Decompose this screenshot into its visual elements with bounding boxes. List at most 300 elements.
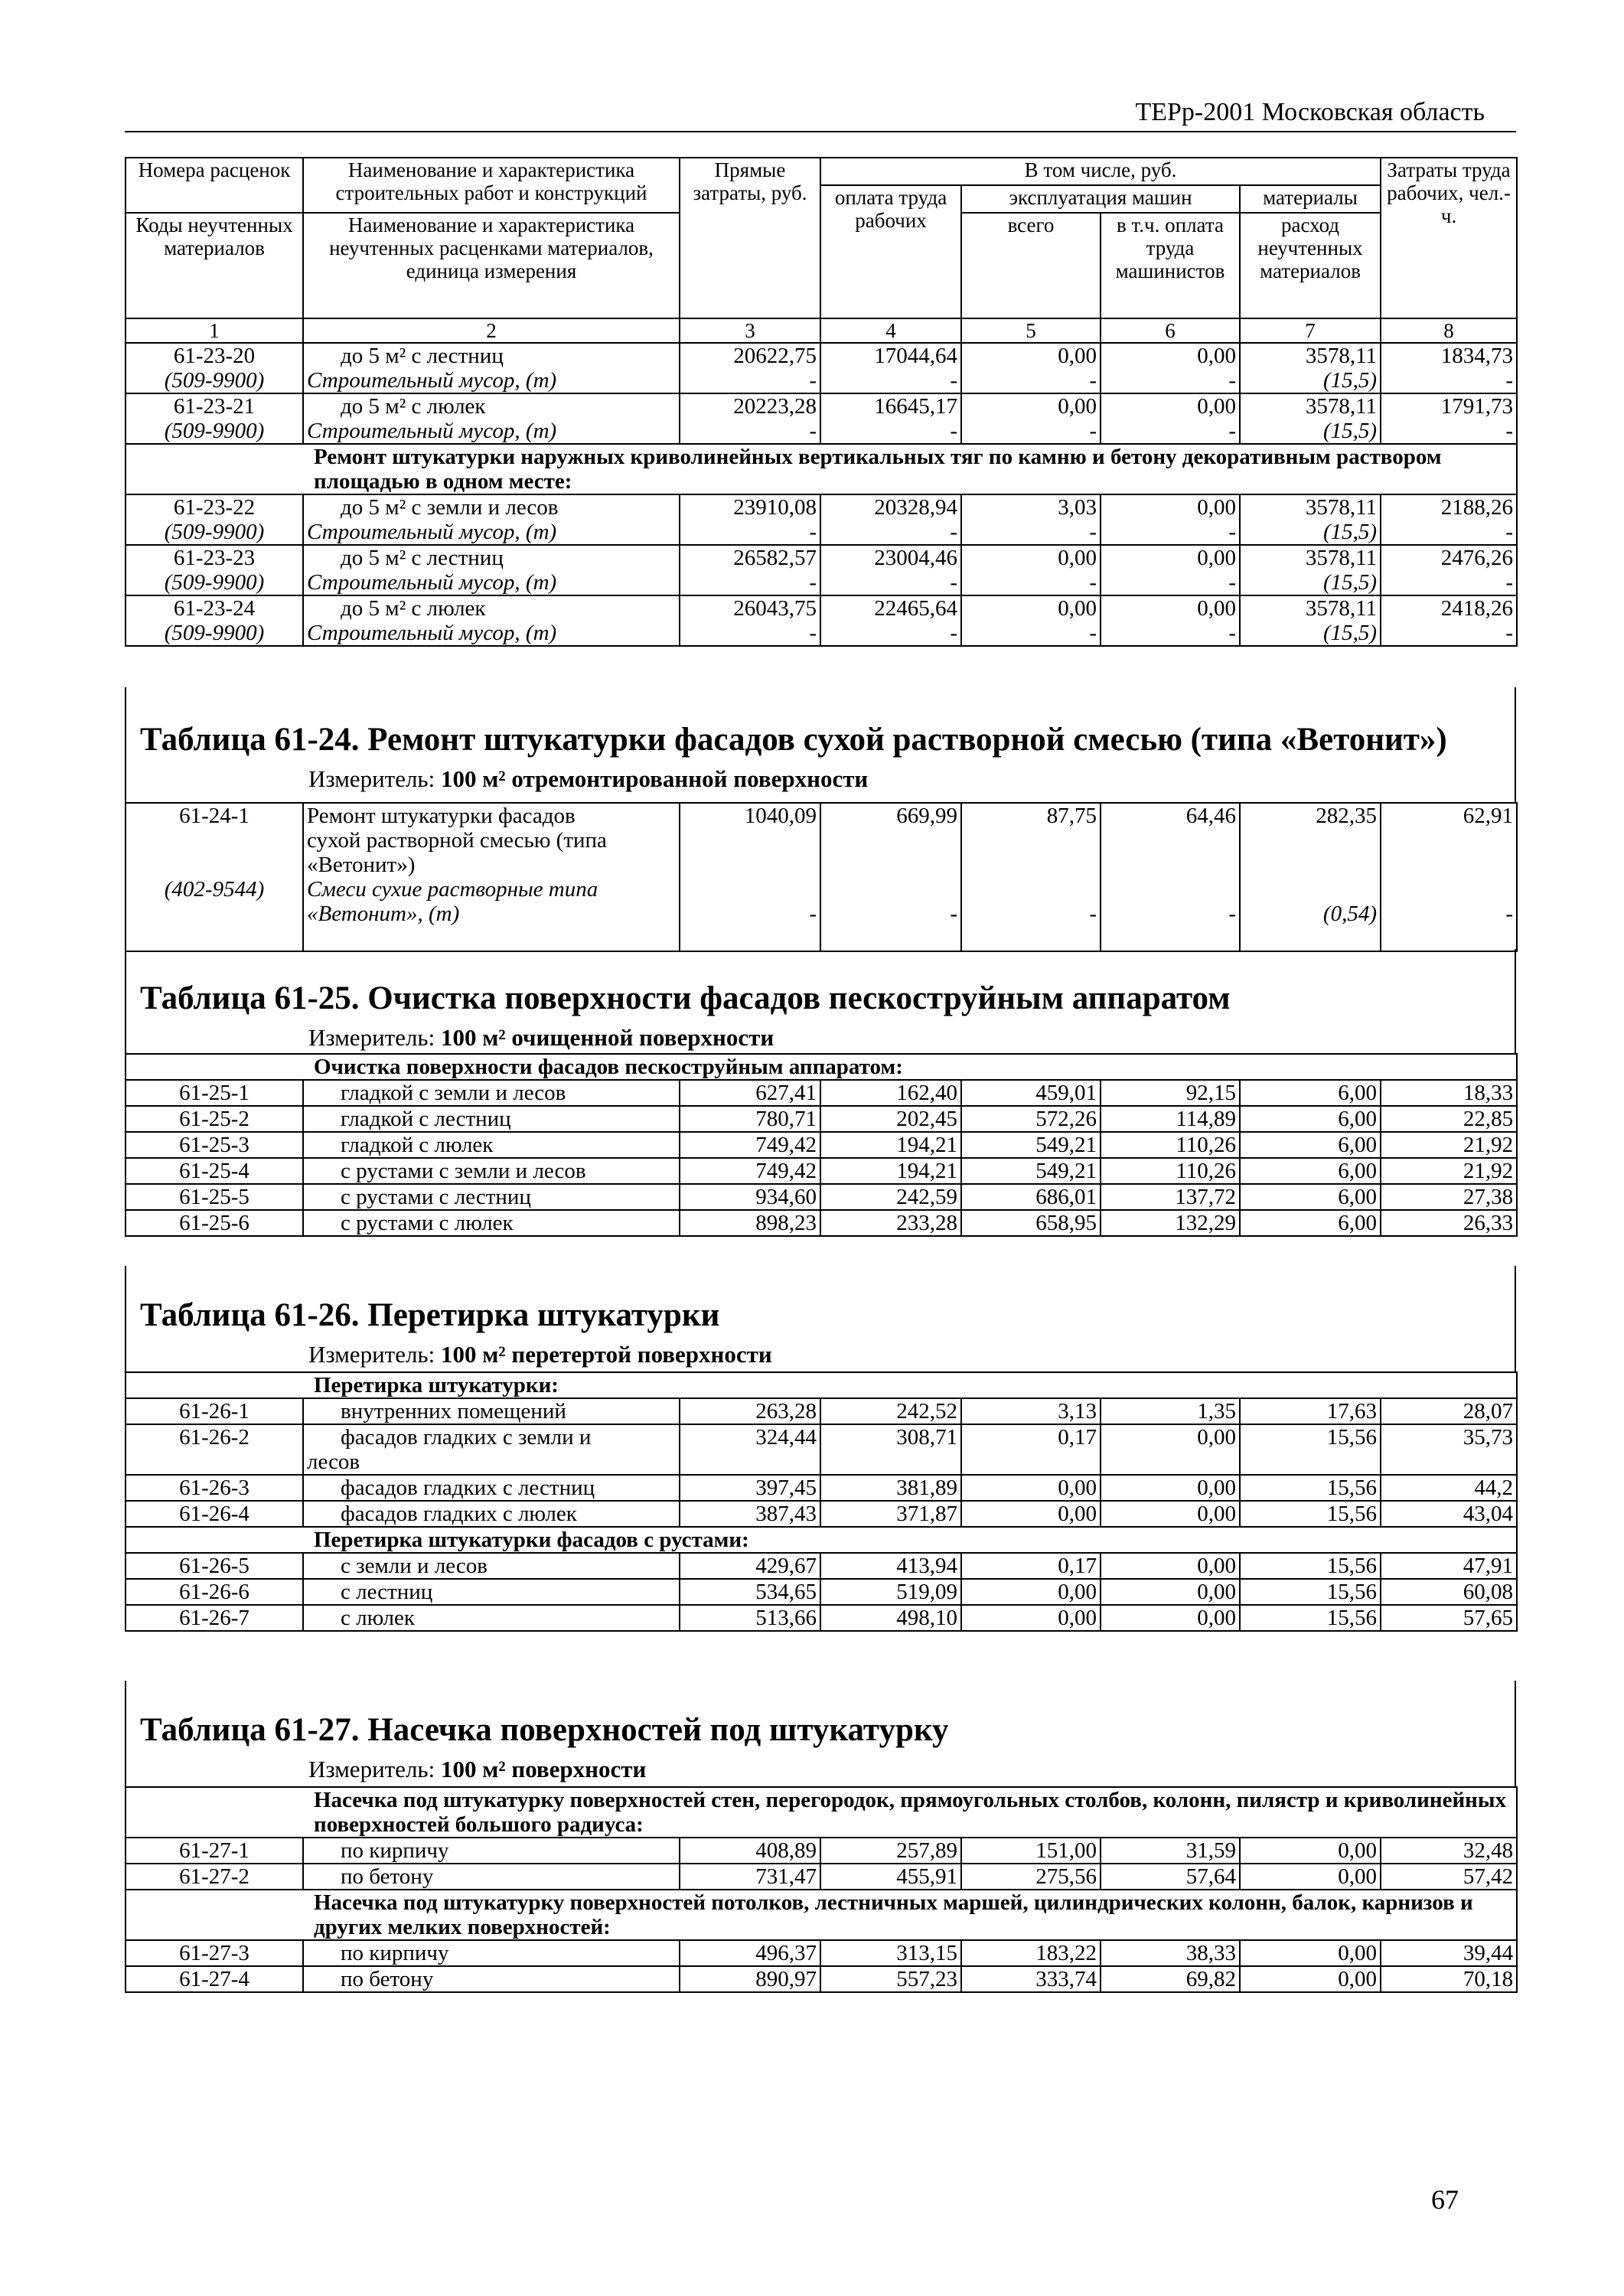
table-row	[126, 1132, 1517, 1158]
rate-name: гладкой с люлек	[341, 1133, 494, 1157]
value: 15,56	[1240, 1501, 1381, 1527]
col-header-materials-unaccounted: расход неучтенных материалов	[1240, 213, 1381, 318]
value: 3578,11	[1305, 344, 1378, 368]
t24-measure-value: 100 м² отремонтированной поверхности	[440, 765, 869, 792]
value: 0,17	[961, 1553, 1101, 1579]
rate-name: с рустами с люлек	[341, 1211, 514, 1235]
rate-code: 61-23-20	[173, 344, 256, 368]
table-row	[126, 1605, 1517, 1631]
value-cell	[1101, 343, 1240, 393]
value: 23910,08	[733, 495, 817, 520]
running-header: ТЕРр-2001 Московская область	[1135, 98, 1485, 126]
material-name: Строительный мусор, (т)	[307, 520, 557, 544]
value: 0,00	[1197, 546, 1236, 570]
value: 20328,94	[874, 495, 957, 520]
material-code: (509-9900)	[164, 621, 265, 645]
name-cell	[303, 1398, 680, 1424]
value: 534,65	[680, 1579, 820, 1605]
t25-measure-value: 100 м² очищенной поверхности	[440, 1024, 774, 1051]
value: 0,00	[1197, 394, 1236, 419]
value: 2476,26	[1440, 546, 1514, 570]
name-cell	[303, 1864, 680, 1890]
table-row	[126, 1553, 1517, 1579]
value: 202,45	[820, 1106, 961, 1132]
rate-name: с люлек	[341, 1606, 415, 1630]
code-cell	[126, 494, 303, 545]
value: 69,82	[1101, 1966, 1240, 1992]
material-value: -	[1228, 621, 1236, 645]
table-row	[126, 1864, 1517, 1890]
value: 1791,73	[1440, 394, 1514, 419]
t24-mat-value: -	[1228, 902, 1236, 926]
col-header-labor-hours: Затраты труда рабочих, чел.-ч.	[1381, 158, 1517, 318]
value-cell	[1381, 545, 1517, 595]
t26-measure-label: Измеритель:	[308, 1341, 441, 1368]
t26-table	[125, 1371, 1518, 1632]
value-cell	[961, 595, 1101, 646]
material-value: -	[809, 621, 817, 645]
name-cell	[303, 545, 680, 595]
value: 333,74	[961, 1966, 1101, 1992]
material-value: -	[1089, 419, 1097, 443]
t27-title: Таблица 61-27. Насечка поверхностей под штукатурку	[140, 1712, 949, 1748]
rate-code: 61-26-2	[126, 1424, 303, 1475]
material-value: -	[1505, 520, 1514, 544]
value: 513,66	[680, 1605, 820, 1631]
code-cell	[126, 343, 303, 393]
col-number: 5	[961, 318, 1101, 343]
col-header-name-top: Наименование и характеристика строительных работ и конструкций	[303, 158, 680, 213]
value: 47,91	[1381, 1553, 1517, 1579]
rate-code: 61-26-1	[126, 1398, 303, 1424]
material-value: -	[1505, 621, 1514, 645]
t24-name-cell	[303, 803, 680, 951]
rate-code: 61-25-6	[126, 1210, 303, 1236]
col-header-name-bottom: Наименование и характеристика неучтенных расценками материалов, единица измерения	[303, 213, 680, 318]
value: 397,45	[680, 1475, 820, 1501]
value: 498,10	[820, 1605, 961, 1631]
name-cell	[303, 1940, 680, 1966]
value: 31,59	[1101, 1838, 1240, 1864]
value: 0,00	[961, 1605, 1101, 1631]
col-number: 6	[1101, 318, 1240, 343]
value: 15,56	[1240, 1475, 1381, 1501]
table-row	[126, 1940, 1517, 1966]
rate-code: 61-26-5	[126, 1553, 303, 1579]
value: 686,01	[961, 1184, 1101, 1210]
rate-code: 61-23-23	[173, 546, 256, 570]
t26-measure-value: 100 м² перетертой поверхности	[440, 1341, 772, 1368]
rate-name: до 5 м² с люлек	[341, 394, 486, 419]
value: 21,92	[1381, 1158, 1517, 1184]
value: 233,28	[820, 1210, 961, 1236]
col-number: 4	[820, 318, 961, 343]
value: 0,00	[1240, 1838, 1381, 1864]
material-value: -	[809, 570, 817, 595]
section-curvilinear: Ремонт штукатурки наружных криволинейных вертикальных тяг по камню и бетону декоративным раствором площадью в одном месте:	[303, 444, 1517, 494]
t26-title: Таблица 61-26. Перетирка штукатурки	[140, 1297, 720, 1333]
value: 455,91	[820, 1864, 961, 1890]
value: 0,00	[1058, 394, 1097, 419]
rate-name-cont: лесов	[307, 1450, 360, 1474]
value: 183,22	[961, 1940, 1101, 1966]
t24-value: 669,99	[896, 804, 957, 828]
table-row	[126, 1158, 1517, 1184]
rate-name: с лестниц	[341, 1580, 433, 1604]
material-value: -	[809, 520, 817, 544]
table-row	[126, 393, 1517, 444]
value-cell	[1381, 393, 1517, 444]
value: 3,03	[1058, 495, 1097, 520]
col-number: 8	[1381, 318, 1517, 343]
material-code: (509-9900)	[164, 419, 265, 443]
t24-mat-value: (0,54)	[1322, 902, 1377, 926]
value: 658,95	[961, 1210, 1101, 1236]
value: 57,65	[1381, 1605, 1517, 1631]
material-value: -	[1089, 368, 1097, 393]
header-rule	[125, 131, 1516, 132]
value-cell	[1240, 545, 1381, 595]
value: 2418,26	[1440, 596, 1514, 621]
material-value: -	[950, 419, 957, 443]
col-number: 1	[126, 318, 303, 343]
name-cell	[303, 1184, 680, 1210]
col-header-including: В том числе, руб.	[820, 158, 1381, 185]
material-value: -	[1089, 520, 1097, 544]
value-cell	[1381, 494, 1517, 545]
value: 0,00	[1101, 1605, 1240, 1631]
continued-rows	[126, 343, 1517, 444]
value: 26043,75	[733, 596, 817, 621]
t24-v-cell	[820, 803, 961, 951]
col-header-code-top: Номера расценок	[126, 158, 303, 213]
rate-name: с рустами с лестниц	[341, 1185, 531, 1209]
material-code: (509-9900)	[164, 570, 265, 595]
t27-measure-value: 100 м² поверхности	[440, 1756, 647, 1782]
value: 496,37	[680, 1940, 820, 1966]
value: 17044,64	[874, 344, 957, 368]
value: 934,60	[680, 1184, 820, 1210]
t24-value: 1040,09	[744, 804, 817, 828]
value: 44,2	[1381, 1475, 1517, 1501]
table-row	[126, 595, 1517, 646]
value: 1834,73	[1440, 344, 1514, 368]
t25-title: Таблица 61-25. Очистка поверхности фасадов пескоструйным аппаратом	[140, 980, 1231, 1016]
value: 194,21	[820, 1132, 961, 1158]
value: 549,21	[961, 1158, 1101, 1184]
rate-name: с земли и лесов	[341, 1554, 488, 1578]
name-cell	[303, 343, 680, 393]
value: 3578,11	[1305, 495, 1378, 520]
name-cell	[303, 1501, 680, 1527]
material-value: -	[809, 419, 817, 443]
value: 572,26	[961, 1106, 1101, 1132]
value: 35,73	[1381, 1424, 1517, 1475]
value: 3,13	[961, 1398, 1101, 1424]
value: 6,00	[1240, 1184, 1381, 1210]
value: 6,00	[1240, 1106, 1381, 1132]
value: 162,40	[820, 1080, 961, 1106]
value: 3578,11	[1305, 546, 1378, 570]
value: 0,00	[1101, 1553, 1240, 1579]
value: 110,26	[1101, 1158, 1240, 1184]
material-value: -	[1089, 621, 1097, 645]
value: 70,18	[1381, 1966, 1517, 1992]
t24-value: 282,35	[1316, 804, 1377, 828]
value: 387,43	[680, 1501, 820, 1527]
rate-code: 61-27-1	[126, 1838, 303, 1864]
t24-code: 61-24-1	[179, 804, 249, 828]
name-cell	[303, 1210, 680, 1236]
value: 780,71	[680, 1106, 820, 1132]
rate-code: 61-25-4	[126, 1158, 303, 1184]
value: 2188,26	[1440, 495, 1514, 520]
value: 1,35	[1101, 1398, 1240, 1424]
value: 6,00	[1240, 1158, 1381, 1184]
material-value: -	[1089, 570, 1097, 595]
value: 324,44	[680, 1424, 820, 1475]
t27-measure-label: Измеритель:	[308, 1756, 441, 1782]
code-cell	[126, 545, 303, 595]
col-header-labor-pay: оплата труда рабочих	[820, 185, 961, 318]
material-value: (15,5)	[1322, 570, 1378, 595]
value: 38,33	[1101, 1940, 1240, 1966]
value-cell	[820, 343, 961, 393]
value: 257,89	[820, 1838, 961, 1864]
table-row	[126, 343, 1517, 393]
name-cell	[303, 1158, 680, 1184]
name-cell	[303, 1579, 680, 1605]
table-row	[126, 1398, 1517, 1424]
table-row	[126, 1080, 1517, 1106]
value: 17,63	[1240, 1398, 1381, 1424]
t25-measure-label: Измеритель:	[308, 1024, 441, 1051]
page-number: 67	[1431, 2184, 1459, 2215]
table-row	[126, 1210, 1517, 1236]
value: 749,42	[680, 1158, 820, 1184]
t27-rows-2	[126, 1940, 1517, 1992]
value: 557,23	[820, 1966, 961, 1992]
value: 381,89	[820, 1475, 961, 1501]
rate-code: 61-23-22	[173, 495, 256, 520]
value-cell	[680, 343, 820, 393]
col-number: 2	[303, 318, 680, 343]
value: 549,21	[961, 1132, 1101, 1158]
material-value: -	[1228, 368, 1236, 393]
t24-name-line: «Ветонит»)	[307, 853, 416, 877]
t24-title: Таблица 61-24. Ремонт штукатурки фасадов сухой растворной смесью (типа «Ветонит»)	[140, 722, 1447, 758]
value-cell	[820, 393, 961, 444]
value: 413,94	[820, 1553, 961, 1579]
table-row	[126, 1424, 1517, 1475]
t24-table	[125, 802, 1518, 952]
value: 242,52	[820, 1398, 961, 1424]
t24-value: 87,75	[1046, 804, 1097, 828]
material-value: -	[1505, 570, 1514, 595]
rate-code: 61-26-6	[126, 1579, 303, 1605]
col-number: 3	[680, 318, 820, 343]
t24-mat-code: (402-9544)	[164, 877, 265, 902]
t24-name-line: сухой растворной смесью (типа	[307, 828, 607, 853]
value: 6,00	[1240, 1210, 1381, 1236]
value: 275,56	[961, 1864, 1101, 1890]
value: 371,87	[820, 1501, 961, 1527]
col-header-machines-labor: в т.ч. оплата труда машинистов	[1101, 213, 1240, 318]
value: 0,00	[961, 1501, 1101, 1527]
t26-rows-1	[126, 1398, 1517, 1527]
value: 0,00	[961, 1579, 1101, 1605]
rate-name: по кирпичу	[341, 1941, 449, 1965]
value: 898,23	[680, 1210, 820, 1236]
table-row	[126, 1184, 1517, 1210]
rate-name: по бетону	[341, 1864, 434, 1889]
material-value: -	[950, 368, 957, 393]
value: 26,33	[1381, 1210, 1517, 1236]
material-value: -	[950, 621, 957, 645]
value: 0,00	[1240, 1966, 1381, 1992]
value-cell	[1381, 595, 1517, 646]
material-value: -	[1505, 419, 1514, 443]
rate-name: фасадов гладких с лестниц	[341, 1476, 595, 1500]
material-code: (509-9900)	[164, 368, 265, 393]
col-header-code-bottom: Коды неучтенных материалов	[126, 213, 303, 318]
rate-code: 61-27-3	[126, 1940, 303, 1966]
material-value: -	[950, 570, 957, 595]
t27-measure	[308, 1756, 646, 1783]
value: 0,00	[1197, 495, 1236, 520]
t27-section-2: Насечка под штукатурку поверхностей потолков, лестничных маршей, цилиндрических колонн, балок, карнизов и других мелких поверхностей:	[303, 1890, 1517, 1940]
t26-rows-2	[126, 1553, 1517, 1631]
rate-name: гладкой с земли и лесов	[341, 1081, 566, 1105]
rate-code: 61-25-1	[126, 1080, 303, 1106]
value-cell	[820, 595, 961, 646]
value: 22,85	[1381, 1106, 1517, 1132]
col-header-machines: эксплуатация машин	[961, 185, 1240, 213]
value-cell	[961, 393, 1101, 444]
material-code: (509-9900)	[164, 520, 265, 544]
t24-mat-line: «Ветонит», (т)	[307, 902, 460, 926]
rate-code: 61-26-3	[126, 1475, 303, 1501]
value: 15,56	[1240, 1553, 1381, 1579]
t24-mat-value: -	[950, 902, 957, 926]
value: 132,29	[1101, 1210, 1240, 1236]
rate-name: до 5 м² с люлек	[341, 596, 486, 621]
value: 459,01	[961, 1080, 1101, 1106]
rate-name: фасадов гладких с земли и	[341, 1425, 592, 1450]
t24-v-cell	[680, 803, 820, 951]
name-cell	[303, 1424, 680, 1475]
value-cell	[820, 494, 961, 545]
value: 39,44	[1381, 1940, 1517, 1966]
t24-v-cell	[1381, 803, 1517, 951]
value: 21,92	[1381, 1132, 1517, 1158]
rate-name: по бетону	[341, 1967, 434, 1991]
name-cell	[303, 1605, 680, 1631]
value: 15,56	[1240, 1424, 1381, 1475]
value: 890,97	[680, 1966, 820, 1992]
material-name: Строительный мусор, (т)	[307, 419, 557, 443]
value: 60,08	[1381, 1579, 1517, 1605]
value: 18,33	[1381, 1080, 1517, 1106]
value: 23004,46	[874, 546, 957, 570]
t24-value: 62,91	[1463, 804, 1513, 828]
value-cell	[820, 545, 961, 595]
value-cell	[680, 494, 820, 545]
value: 308,71	[820, 1424, 961, 1475]
t24-code-cell	[126, 803, 303, 951]
t24-v-cell	[961, 803, 1101, 951]
value: 28,07	[1381, 1398, 1517, 1424]
value: 15,56	[1240, 1605, 1381, 1631]
value: 0,00	[961, 1475, 1101, 1501]
value: 3578,11	[1305, 394, 1378, 419]
material-value: -	[1228, 419, 1236, 443]
material-value: -	[1228, 570, 1236, 595]
value: 0,00	[1240, 1864, 1381, 1890]
col-header-machines-total: всего	[961, 213, 1101, 318]
t27-section-1: Насечка под штукатурку поверхностей стен, перегородок, прямоугольных столбов, колонн, пилястр и криволинейных поверхностей большого радиуса:	[303, 1787, 1517, 1838]
table-row	[126, 1966, 1517, 1992]
rate-name: до 5 м² с лестниц	[341, 546, 504, 570]
value: 0,17	[961, 1424, 1101, 1475]
material-value: -	[1228, 520, 1236, 544]
t24-measure	[308, 765, 868, 793]
value: 114,89	[1101, 1106, 1240, 1132]
value-cell	[1240, 393, 1381, 444]
t27-table	[125, 1786, 1518, 1993]
value: 627,41	[680, 1080, 820, 1106]
value: 3578,11	[1305, 596, 1378, 621]
name-cell	[303, 1080, 680, 1106]
value: 749,42	[680, 1132, 820, 1158]
material-name: Строительный мусор, (т)	[307, 368, 557, 393]
value: 0,00	[1197, 344, 1236, 368]
rate-name: гладкой с лестниц	[341, 1107, 511, 1131]
value: 194,21	[820, 1158, 961, 1184]
name-cell	[303, 595, 680, 646]
value: 20622,75	[733, 344, 817, 368]
table-row	[126, 1579, 1517, 1605]
value-cell	[680, 545, 820, 595]
material-name: Строительный мусор, (т)	[307, 570, 557, 595]
value-cell	[1240, 595, 1381, 646]
value: 6,00	[1240, 1080, 1381, 1106]
col-header-materials: материалы	[1240, 185, 1381, 213]
code-cell	[126, 595, 303, 646]
value: 0,00	[1058, 596, 1097, 621]
value-cell	[1381, 343, 1517, 393]
value-cell	[961, 494, 1101, 545]
value: 731,47	[680, 1864, 820, 1890]
value-cell	[680, 393, 820, 444]
value: 0,00	[1197, 596, 1236, 621]
material-value: (15,5)	[1322, 520, 1378, 544]
t26-section-1: Перетирка штукатурки:	[303, 1372, 1517, 1398]
value: 0,00	[1058, 546, 1097, 570]
value: 22465,64	[874, 596, 957, 621]
rate-code: 61-27-4	[126, 1966, 303, 1992]
value: 313,15	[820, 1940, 961, 1966]
name-cell	[303, 1132, 680, 1158]
material-name: Строительный мусор, (т)	[307, 621, 557, 645]
value-cell	[680, 595, 820, 646]
name-cell	[303, 1553, 680, 1579]
rate-name: по кирпичу	[341, 1838, 449, 1863]
value-cell	[1101, 393, 1240, 444]
value: 110,26	[1101, 1132, 1240, 1158]
value: 57,42	[1381, 1864, 1517, 1890]
curvilinear-rows	[126, 494, 1517, 646]
